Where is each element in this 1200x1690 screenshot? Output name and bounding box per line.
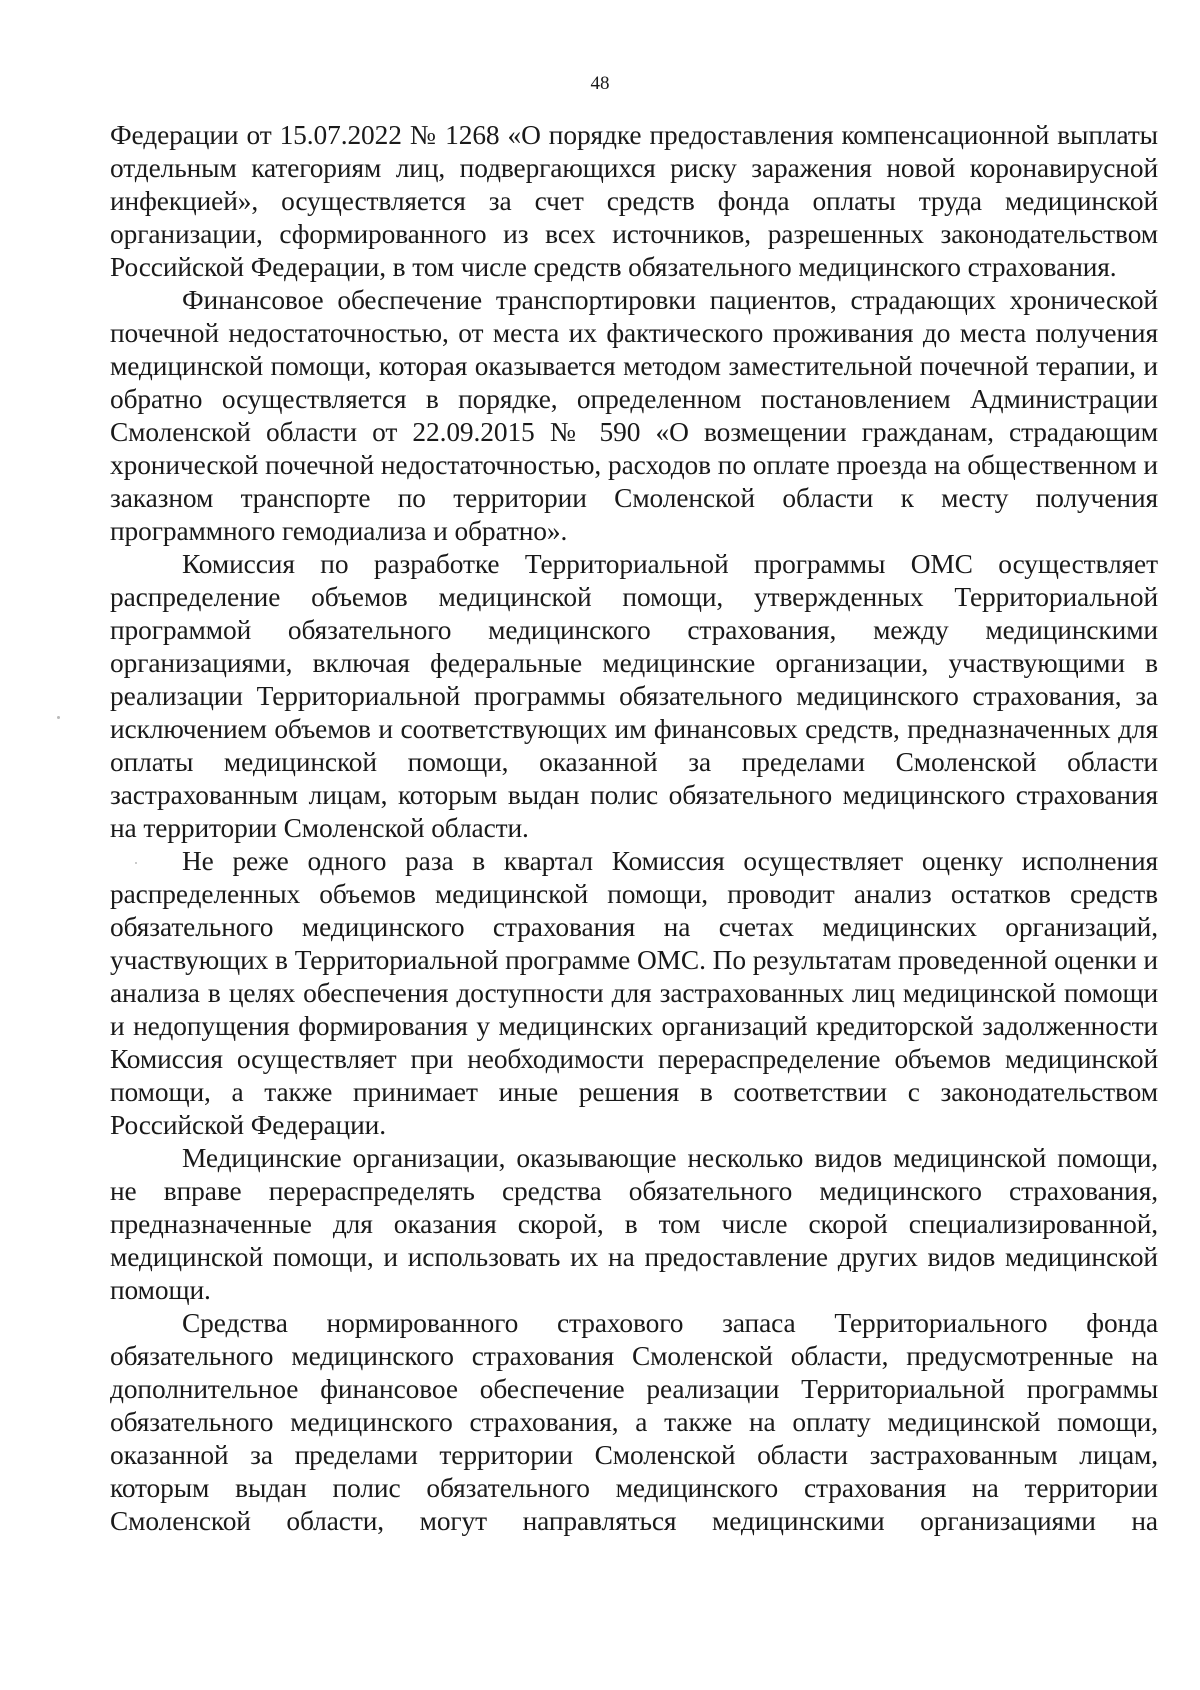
scan-speck: [135, 862, 137, 864]
paragraph-transport-financing: Финансовое обеспечение транспортировки пациентов, страдающих хронической почечной недостаточностью, от места их фактического проживания до места получения медицинской помощи, которая оказывается методом заместительной почечной терапии, и обратно осуществляется в порядке, определенном постановлением Администрации Смоленской области от 22.09.2015 № 590 «О возмещении гражданам, страдающим хронической почечной недостаточностью, расходов по оплате проезда на общественном и заказном транспорте по территории Смоленской области к месту получения программного гемодиализа и обратно».: [110, 285, 1158, 546]
paragraph-quarterly-assessment: Не реже одного раза в квартал Комиссия осуществляет оценку исполнения распределенных объемов медицинской помощи, проводит анализ остатков средств обязательного медицинского страхования на счетах медицинских организаций, участвующих в Территориальной программе ОМС. По результатам проведенной оценки и анализа в целях обеспечения доступности для застрахованных лиц медицинской помощи и недопущения формирования у медицинских организаций кредиторской задолженности Комиссия осуществляет при необходимости перераспределение объемов медицинской помощи, а также принимает иные решения в соответствии с законодательством Российской Федерации.: [110, 846, 1158, 1140]
paragraph-commission-distribution: Комиссия по разработке Территориальной программы ОМС осуществляет распределение объемов медицинской помощи, утвержденных Территориальной программой обязательного медицинского страхования, между медицинскими организациями, включая федеральные медицинские организации, участвующими в реализации Территориальной программы обязательного медицинского страхования, за исключением объемов и соответствующих им финансовых средств, предназначенных для оплаты медицинской помощи, оказанной за пределами Смоленской области застрахованным лицам, которым выдан полис обязательного медицинского страхования на территории Смоленской области.: [110, 549, 1158, 843]
paragraph-insurance-reserve: Средства нормированного страхового запаса Территориального фонда обязательного медицинского страхования Смоленской области, предусмотренные на дополнительное финансовое обеспечение реализации Территориальной программы обязательного медицинского страхования, а также на оплату медицинской помощи, оказанной за пределами территории Смоленской области застрахованным лицам, которым выдан полис обязательного медицинского страхования на территории Смоленской области, могут направляться медицинскими организациями на: [110, 1308, 1158, 1536]
page-number: 48: [590, 73, 610, 94]
document-body: [110, 119, 1158, 1538]
scan-speck: [57, 716, 60, 719]
paragraph-ambulance-funds: Медицинские организации, оказывающие несколько видов медицинской помощи, не вправе перераспределять средства обязательного медицинского страхования, предназначенные для оказания скорой, в том числе скорой специализированной, медицинской помощи, и использовать их на предоставление других видов медицинской помощи.: [110, 1143, 1158, 1305]
paragraph-continuation: Федерации от 15.07.2022 № 1268 «О порядке предоставления компенсационной выплаты отдельным категориям лиц, подвергающихся риску заражения новой коронавирусной инфекцией», осуществляется за счет средств фонда оплаты труда медицинской организации, сформированного из всех источников, разрешенных законодательством Российской Федерации, в том числе средств обязательного медицинского страхования.: [110, 120, 1158, 282]
